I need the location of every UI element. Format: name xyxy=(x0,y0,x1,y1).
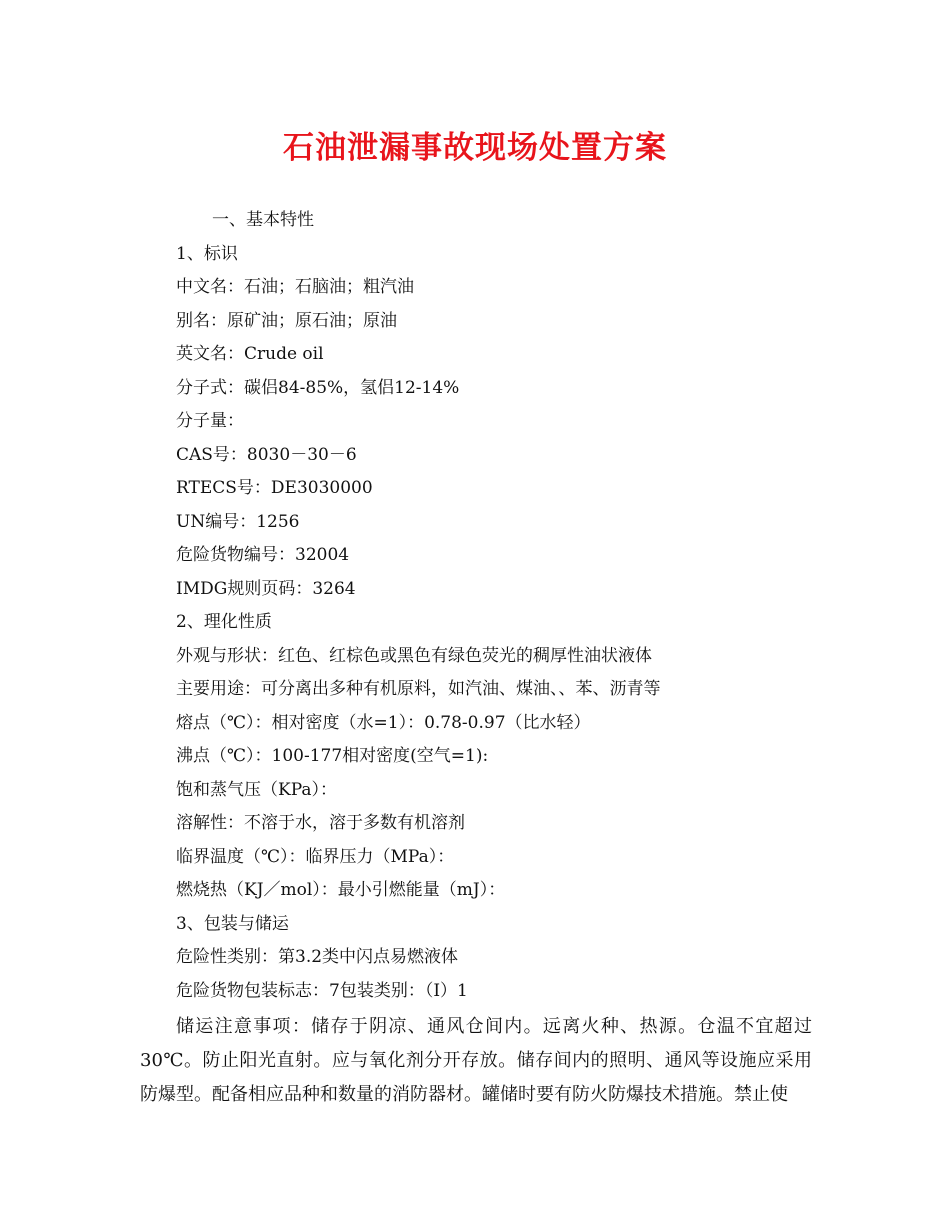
subsection-heading: 1、标识 xyxy=(176,243,238,264)
text-line: 沸点（℃）：100-177相对密度(空气=1): xyxy=(176,746,489,766)
text-line: 分子式：碳侣84-85%，氢侣12-14% xyxy=(176,377,460,398)
text-line: 英文名：Crude oil xyxy=(176,344,324,364)
text-line: 外观与形状：红色、红棕色或黑色有绿色荧光的稠厚性油状液体 xyxy=(176,645,652,666)
text-line: 饱和蒸气压（KPa）： xyxy=(176,779,338,800)
text-line: 分子量： xyxy=(176,411,244,431)
text-line: RTECS号：DE3030000 xyxy=(176,478,373,498)
text-line: 危险货物编号：32004 xyxy=(176,545,350,565)
text-line: 主要用途：可分离出多种有机原料，如汽油、煤油、、苯、沥青等 xyxy=(176,679,661,699)
text-line: 熔点（℃）：相对密度（水=1）：0.78-0.97（比水轻） xyxy=(176,712,591,733)
subsection-heading: 2、理化性质 xyxy=(176,612,272,632)
text-line: 临界温度（℃）：临界压力（MPa）： xyxy=(176,846,455,867)
text-line: UN编号：1256 xyxy=(176,511,300,532)
subsection-heading: 3、包装与储运 xyxy=(176,913,289,934)
text-line: 危险货物包装标志：7包装类别：（I）1 xyxy=(176,980,468,1001)
text-line: 危险性类别：第3.2类中闪点易燃液体 xyxy=(176,947,459,967)
text-line: 燃烧热（KJ／mol）：最小引燃能量（mJ）： xyxy=(176,880,506,900)
text-line: CAS号：8030－30－6 xyxy=(176,444,357,465)
text-line: 中文名：石油；石脑油；粗汽油 xyxy=(176,277,414,297)
content-lines xyxy=(176,204,816,1008)
text-line: 溶解性：不溶于水，溶于多数有机溶剂 xyxy=(176,813,465,833)
document-title: 石油泄漏事故现场处置方案 xyxy=(283,130,667,166)
storage-notes-paragraph: 储运注意事项：储存于阴凉、通风仓间内。远离火种、热源。仓温不宜超过30℃。防止阳光直射。应与氧化剂分开存放。储存间内的照明、通风等设施应采用防爆型。配备相应品种和数量的消防器材。罐储时要有防火防爆技术措施。禁止使 xyxy=(140,1016,812,1105)
section-heading: 一、基本特性 xyxy=(212,210,314,230)
text-line: 别名：原矿油；原石油；原油 xyxy=(176,310,397,331)
text-line: IMDG规则页码：3264 xyxy=(176,578,356,599)
